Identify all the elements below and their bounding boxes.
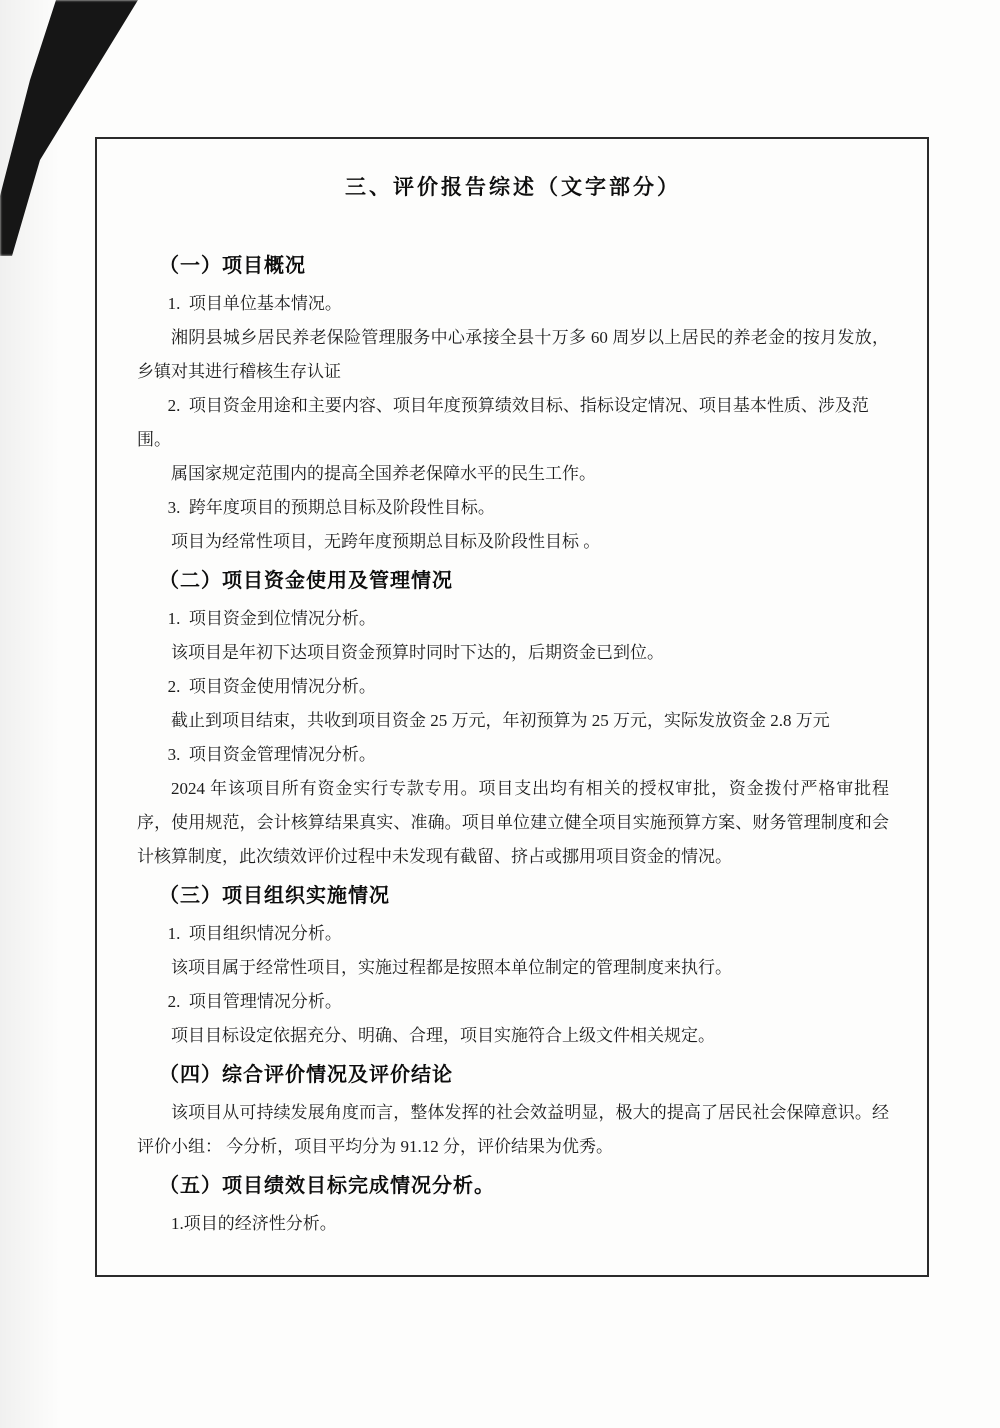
numbered-item: 3. 项目资金管理情况分析。 [167, 745, 376, 764]
numbered-item: 1. 项目资金到位情况分析。 [167, 609, 376, 628]
paragraph: 属国家规定范围内的提高全国养老保障水平的民生工作。 [171, 464, 596, 483]
section-heading-1: （一）项目概况 [159, 255, 306, 277]
numbered-item: 2. 项目资金用途和主要内容、项目年度预算绩效目标、指标设定情况、项目基本性质、涉及范围。 [137, 396, 869, 449]
numbered-item: 3. 跨年度项目的预期总目标及阶段性目标。 [167, 498, 495, 517]
numbered-item: 2. 项目资金使用情况分析。 [167, 677, 376, 696]
document-title: 三、评价报告综述（文字部分） [345, 176, 681, 199]
paragraph: 该项目是年初下达项目资金预算时同时下达的，后期资金已到位。 [171, 643, 664, 662]
document-frame [95, 137, 929, 1277]
paragraph: 2024 年该项目所有资金实行专款专用。项目支出均有相关的授权审批，资金拨付严格审批程序，使用规范，会计核算结果真实、准确。项目单位建立健全项目实施预算方案、财务管理制度和会计核算制度，此次绩效评价过程中未发现有截留、挤占或挪用项目资金的情况。 [137, 779, 889, 866]
paragraph: 1.项目的经济性分析。 [171, 1214, 337, 1233]
paragraph: 该项目属于经常性项目，实施过程都是按照本单位制定的管理制度来执行。 [171, 958, 732, 977]
paragraph: 项目为经常性项目，无跨年度预期总目标及阶段性目标 。 [171, 532, 601, 551]
numbered-item: 2. 项目管理情况分析。 [167, 992, 342, 1011]
paragraph: 截止到项目结束，共收到项目资金 25 万元，年初预算为 25 万元，实际发放资金 2.8 万元 [171, 711, 830, 730]
section-heading-3: （三）项目组织实施情况 [159, 885, 390, 907]
paragraph: 项目目标设定依据充分、明确、合理，项目实施符合上级文件相关规定。 [171, 1026, 715, 1045]
numbered-item: 1. 项目单位基本情况。 [167, 294, 342, 313]
section-heading-5: （五）项目绩效目标完成情况分析。 [159, 1175, 495, 1197]
section-heading-2: （二）项目资金使用及管理情况 [159, 570, 453, 592]
section-heading-4: （四）综合评价情况及评价结论 [159, 1064, 453, 1086]
paragraph: 该项目从可持续发展角度而言，整体发挥的社会效益明显，极大的提高了居民社会保障意识。经评价小组： 今分析，项目平均分为 91.12 分，评价结果为优秀。 [137, 1103, 889, 1156]
paragraph: 湘阴县城乡居民养老保险管理服务中心承接全县十万多 60 周岁以上居民的养老金的按月发放，乡镇对其进行稽核生存认证 [137, 328, 889, 381]
numbered-item: 1. 项目组织情况分析。 [167, 924, 342, 943]
